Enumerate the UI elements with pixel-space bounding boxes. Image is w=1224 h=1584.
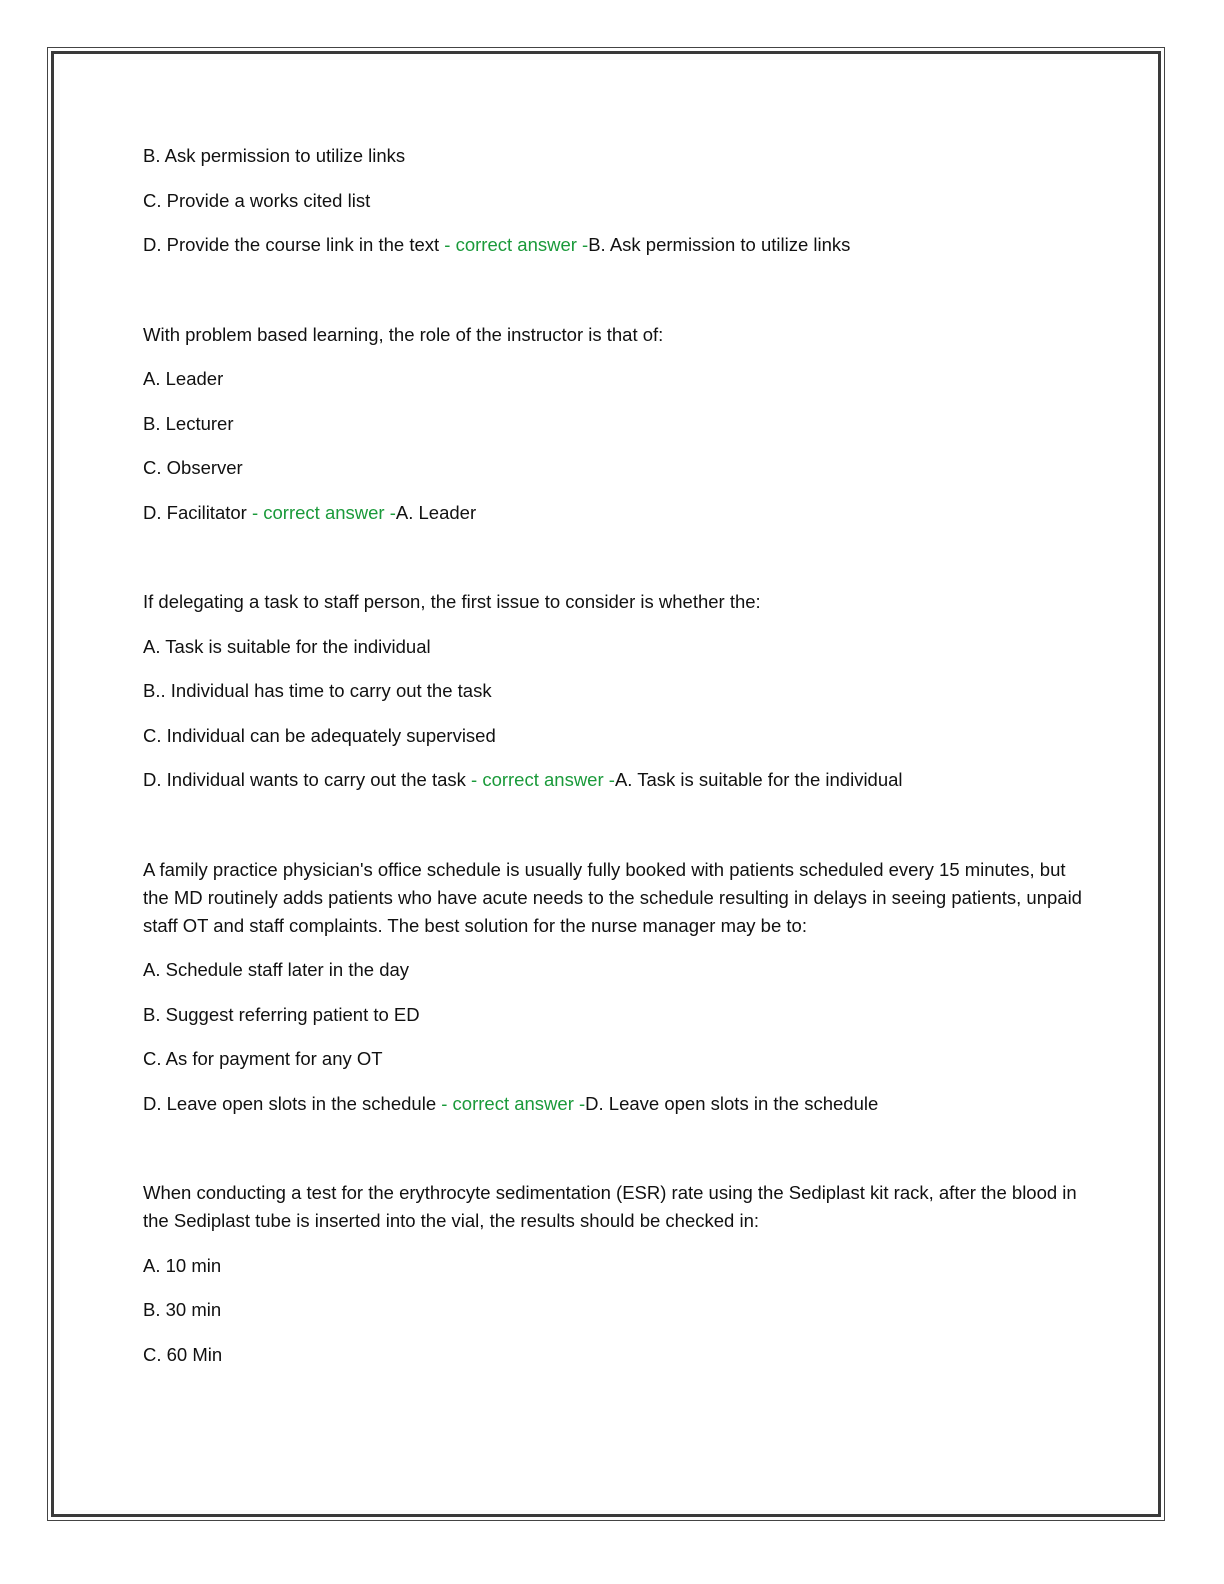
answer-option: B. Suggest referring patient to ED <box>143 1003 420 1025</box>
answer-option: C. 60 Min <box>143 1343 223 1365</box>
question-text: If delegating a task to staff person, the first issue to consider is whether the: <box>143 591 761 612</box>
answer-option-with-key <box>143 766 1083 794</box>
correct-answer-text: A. Leader <box>395 501 477 523</box>
correct-answer-marker: - correct answer - <box>439 234 589 255</box>
answer-option: A. Leader <box>143 368 224 389</box>
answer-option: B. Ask permission to utilize links <box>143 145 406 166</box>
question-text: A family practice physician's office schedule is usually fully booked with patients scheduled every 15 minutes, but the MD routinely adds patients who have acute needs to the schedule resulting in delays in seeing patients, unpaid staff OT and staff complaints. The best solution for the nurse manager may be to: <box>143 858 1082 936</box>
question-block <box>143 1179 1083 1369</box>
answer-option-with-key <box>143 499 1083 527</box>
correct-answer-marker: - correct answer - <box>465 769 615 790</box>
document-body <box>143 142 1083 1385</box>
option-text: D. Provide the course link in the text <box>143 234 440 255</box>
answer-option: B. 30 min <box>143 1299 222 1320</box>
answer-option: B. Lecturer <box>143 412 234 434</box>
answer-option: A. 10 min <box>143 1254 222 1276</box>
answer-option: A. Task is suitable for the individual <box>143 635 431 657</box>
question-block <box>143 142 1083 259</box>
correct-answer-text: B. Ask permission to utilize links <box>588 234 851 255</box>
answer-option: C. As for payment for any OT <box>143 1048 383 1069</box>
answer-option-with-key <box>143 1090 1083 1118</box>
correct-answer-marker: - correct answer - <box>246 501 396 523</box>
correct-answer-text: A. Task is suitable for the individual <box>614 769 903 790</box>
answer-option-with-key <box>143 231 1083 259</box>
correct-answer-text: D. Leave open slots in the schedule <box>585 1092 879 1114</box>
answer-option: C. Provide a works cited list <box>143 189 371 211</box>
option-text: D. Individual wants to carry out the task <box>143 769 466 790</box>
answer-option: C. Individual can be adequately supervised <box>143 724 496 746</box>
question-block <box>143 321 1083 527</box>
question-text: With problem based learning, the role of the instructor is that of: <box>143 323 664 345</box>
answer-option: B.. Individual has time to carry out the task <box>143 680 492 701</box>
option-text: D. Leave open slots in the schedule <box>143 1092 437 1114</box>
correct-answer-marker: - correct answer - <box>436 1092 586 1114</box>
question-block <box>143 856 1083 1118</box>
option-text: D. Facilitator <box>143 501 247 523</box>
answer-option: C. Observer <box>143 457 243 478</box>
answer-option: A. Schedule staff later in the day <box>143 959 410 980</box>
question-block <box>143 588 1083 794</box>
question-text: When conducting a test for the erythrocyte sedimentation (ESR) rate using the Sediplast kit rack, after the blood in the Sediplast tube is inserted into the vial, the results should be checked in: <box>143 1182 1077 1231</box>
